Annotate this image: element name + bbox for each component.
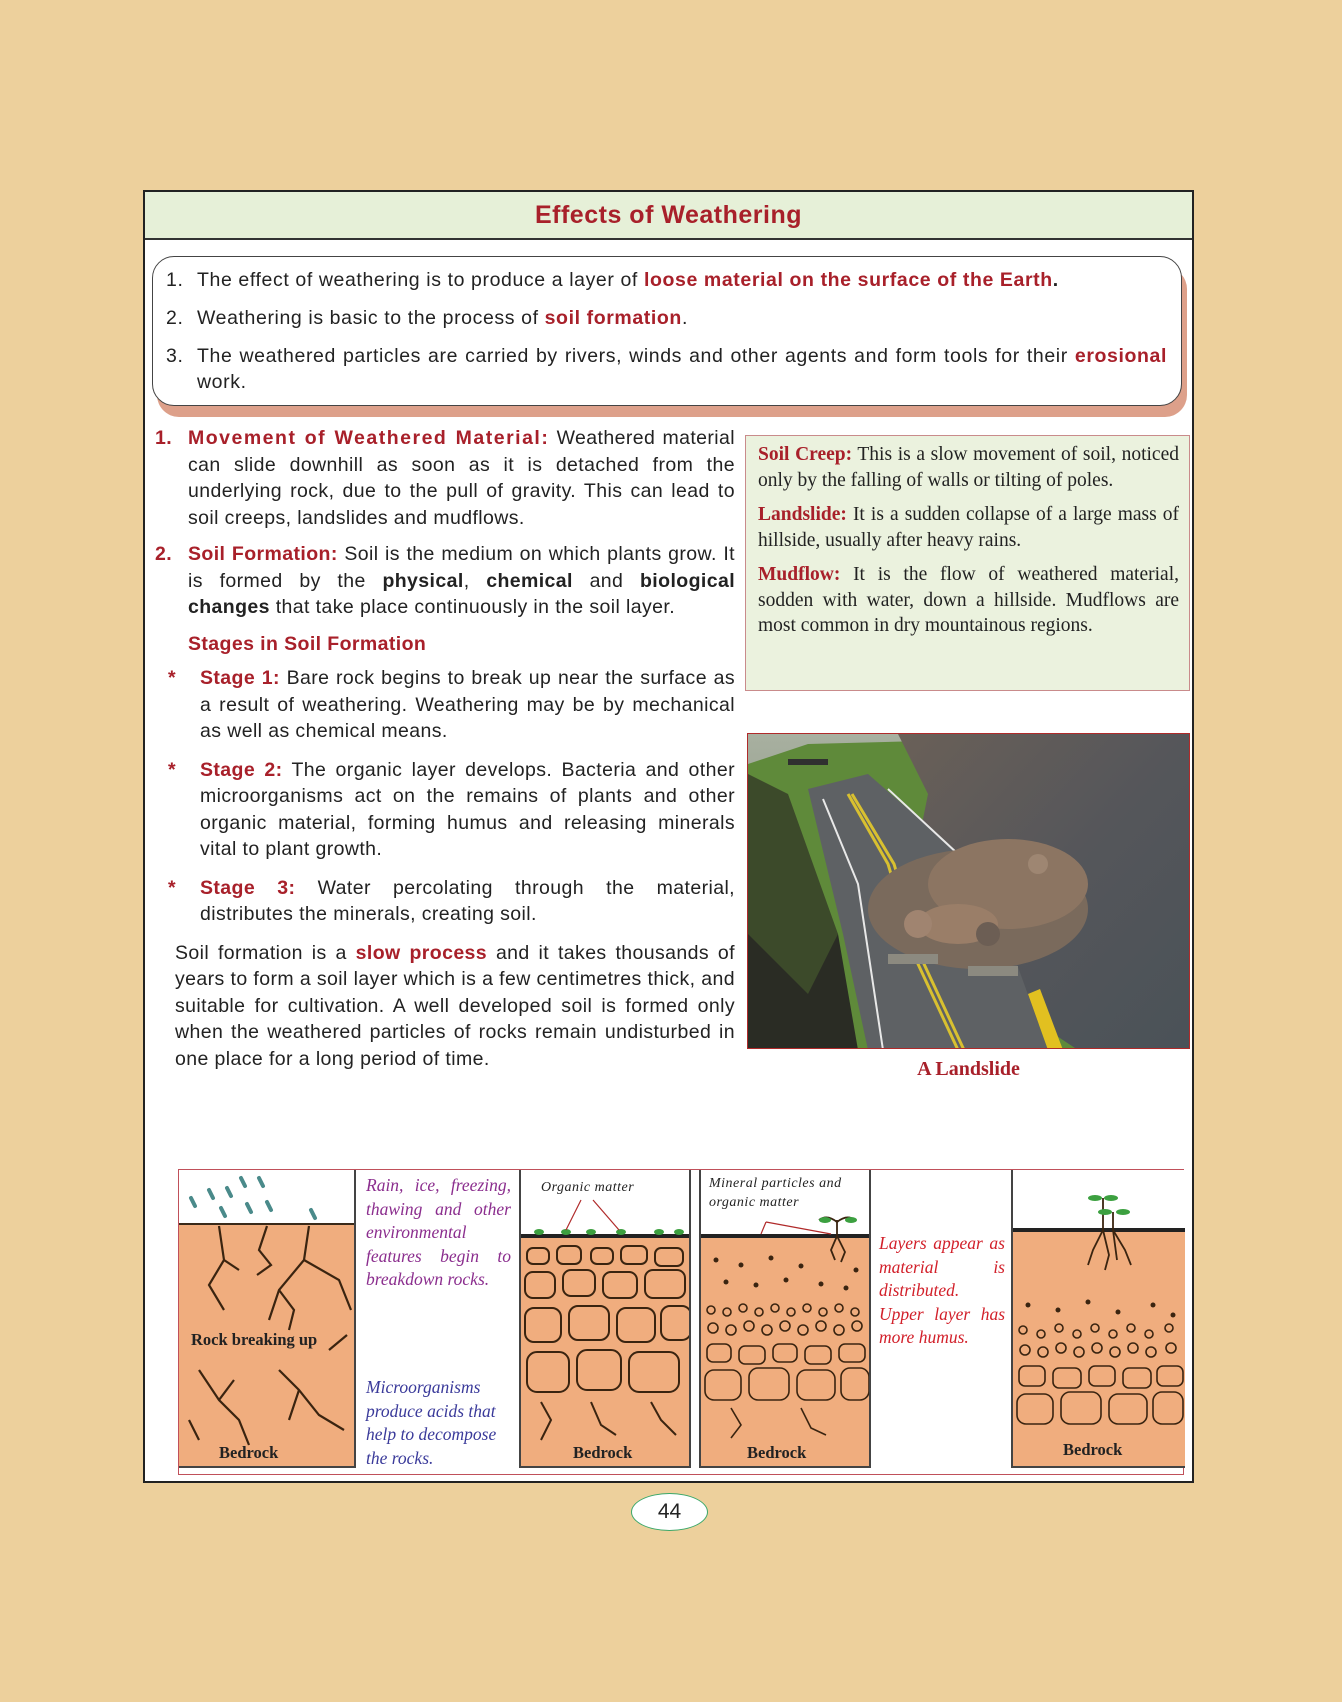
stage-item: * Stage 1: Bare rock begins to break up near the surface as a result of weathering. Weathering may be by mechanical as well as chemical means. — [155, 665, 735, 745]
definition-soil-creep: Soil Creep: This is a slow movement of soil, noticed only by the falling of walls or tilting of poles. — [758, 444, 1179, 491]
closing-paragraph: Soil formation is a slow process and it takes thousands of years to form a soil layer which is a few centimetres thick, and suitable for cultivation. A well developed soil is formed only when the weathered particles of rocks remain undisturbed in one place for a long period of time. — [175, 941, 735, 1070]
soil-formation-diagram — [178, 1169, 1184, 1475]
label-bedrock: Bedrock — [573, 1443, 633, 1462]
landslide-photo — [747, 733, 1190, 1049]
highlight-text: slow process — [355, 941, 488, 964]
page-number: 44 — [631, 1493, 708, 1531]
label-rock-breaking-up: Rock breaking up — [191, 1330, 318, 1349]
page-title: Effects of Weathering — [534, 200, 803, 229]
note-weathering-agents: Rain, ice, freezing, thawing and other environmental features begin to breakdown rocks. — [366, 1175, 511, 1289]
highlight-text: soil formation — [544, 307, 682, 329]
diagram-panel-rock-breaking — [179, 1170, 356, 1468]
label-mineral-particles: Mineral particles and organic matter — [709, 1176, 842, 1210]
highlight-text: erosional — [1074, 345, 1167, 367]
label-organic-matter: Organic matter — [541, 1180, 635, 1195]
section-heading: Movement of Weathered Material: — [188, 427, 550, 449]
diagram-panel-mature-soil — [1011, 1170, 1185, 1468]
bullet-asterisk-icon: * — [168, 758, 176, 781]
note-microorganisms: Microorganisms produce acids that help to decompose the rocks. — [366, 1377, 497, 1468]
intro-item: 1. The effect of weathering is to produce a layer of loose material on the surface of the Earth. — [166, 269, 1059, 291]
diagram-panel-organic-matter — [519, 1170, 691, 1468]
stages-heading: Stages in Soil Formation — [188, 632, 427, 655]
main-text-column — [155, 425, 735, 1072]
stage-item: * Stage 2: The organic layer develops. Bacteria and other microorganisms act on the remains of plants and other organic material, forming humus and releasing minerals vital to plant growth. — [155, 757, 735, 863]
page-title-band — [145, 192, 1192, 240]
section-movement: 1. Movement of Weathered Material: Weathered material can slide downhill as soon as it is detached from the underlying rock, due to the pull of gravity. This can lead to soil creeps, landslides and mudflows. — [155, 427, 736, 529]
intro-box — [152, 256, 1182, 406]
label-bedrock: Bedrock — [219, 1443, 279, 1462]
page-frame — [143, 190, 1194, 1483]
diagram-panel-mineral-particles — [699, 1170, 871, 1468]
photo-caption: A Landslide — [917, 1058, 1020, 1080]
highlight-text: loose material on the surface of the Earth — [643, 269, 1053, 291]
intro-item: 2. Weathering is basic to the process of soil formation. — [166, 307, 688, 329]
definition-landslide: Landslide: It is a sudden collapse of a large mass of hillside, usually after heavy rains. — [758, 504, 1179, 551]
definitions-box — [745, 435, 1190, 691]
intro-item: 3. The weathered particles are carried by rivers, winds and other agents and form tools for their erosional work. — [166, 345, 1167, 393]
label-bedrock: Bedrock — [747, 1443, 807, 1462]
bullet-asterisk-icon: * — [168, 876, 176, 899]
definition-mudflow: Mudflow: It is the flow of weathered material, sodden with water, down a hillside. Mudflows are most common in dry mountainous regions. — [758, 564, 1179, 636]
stage-item: * Stage 3: Water percolating through the material, distributes the minerals, creating soil. — [155, 875, 735, 928]
note-layers-appear: Layers appear as material is distributed. Upper layer has more humus. — [879, 1233, 1005, 1347]
section-heading: Soil Formation: — [188, 543, 338, 565]
label-bedrock: Bedrock — [1063, 1440, 1123, 1459]
bullet-asterisk-icon: * — [168, 667, 176, 689]
section-soil-formation: 2. Soil Formation: Soil is the medium on which plants grow. It is formed by the physical, chemical and biological changes that take place continuously in the soil layer. — [155, 543, 736, 618]
